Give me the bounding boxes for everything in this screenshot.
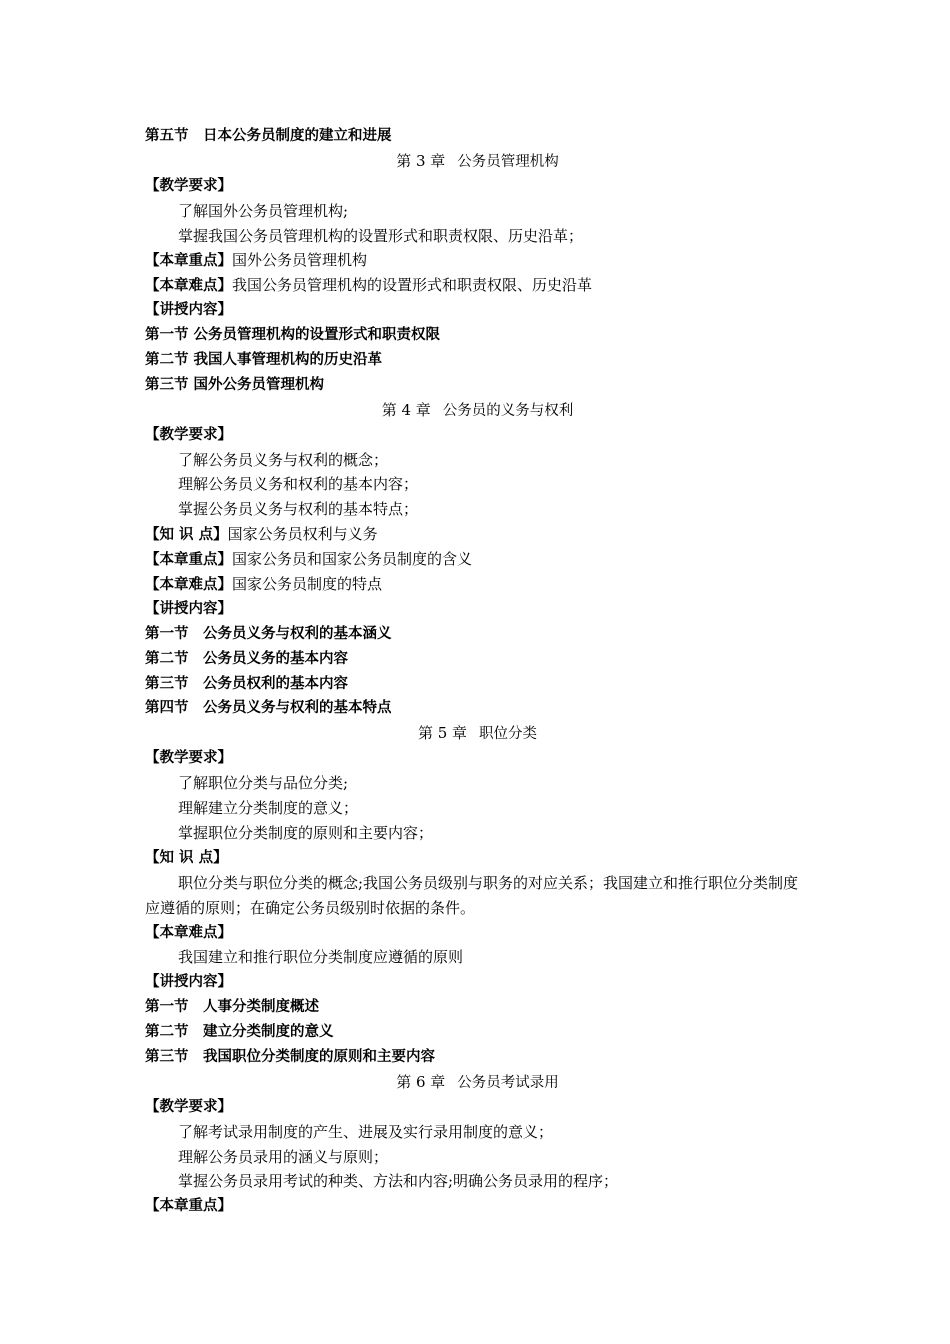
chapter-number: 第 5 章: [417, 724, 468, 743]
line-text: 国外公务员管理机构: [232, 251, 368, 270]
indented-line: 理解建立分类制度的意义；: [178, 799, 359, 818]
line-text: 国家公务员和国家公务员制度的含义: [232, 550, 473, 569]
bold-line: 【讲授内容】: [145, 600, 232, 617]
labeled-line: [145, 547, 810, 572]
labeled-line: [145, 273, 810, 298]
bold-line: 第三节 我国职位分类制度的原则和主要内容: [145, 1048, 435, 1065]
line-label: 【本章难点】: [145, 577, 232, 594]
labeled-line: [145, 248, 810, 273]
line-label: 【本章重点】: [145, 253, 232, 270]
bold-line: 第四节 公务员义务与权利的基本特点: [145, 700, 392, 717]
line-text: 国家公务员权利与义务: [227, 525, 378, 544]
document-page: [145, 124, 810, 1219]
indented-line: 掌握公务员义务与权利的基本特点；: [178, 500, 419, 519]
bold-line: 第一节 公务员管理机构的设置形式和职责权限: [145, 327, 441, 344]
bold-line: 【教学要求】: [145, 1098, 232, 1115]
indented-line: 掌握职位分类制度的原则和主要内容；: [178, 823, 434, 842]
chapter-number: 第 3 章: [396, 151, 446, 170]
indented-line: 了解公务员义务与权利的概念；: [178, 450, 389, 469]
paragraph: 职位分类与职位分类的概念;我国公务员级别与职务的对应关系；我国建立和推行职位分类制度应遵循的原则；在确定公务员级别时依据的条件。: [145, 873, 799, 917]
labeled-line: [145, 522, 810, 547]
labeled-line: [145, 572, 810, 597]
indented-line: 了解国外公务员管理机构;: [178, 201, 349, 220]
indented-line: 我国建立和推行职位分类制度应遵循的原则: [178, 948, 464, 967]
bold-line: 第二节 公务员义务的基本内容: [145, 650, 348, 667]
bold-line: 第一节 人事分类制度概述: [145, 999, 319, 1016]
indented-line: 掌握公务员录用考试的种类、方法和内容;明确公务员录用的程序；: [178, 1172, 619, 1191]
chapter-heading: [145, 721, 810, 746]
bold-line: 【教学要求】: [145, 750, 232, 767]
bold-line: 第二节 建立分类制度的意义: [145, 1024, 334, 1041]
line-label: 【知 识 点】: [145, 527, 228, 544]
bold-line: 【教学要求】: [145, 426, 232, 443]
indented-line: 理解公务员录用的涵义与原则；: [178, 1147, 389, 1166]
chapter-number: 第 6 章: [396, 1072, 446, 1091]
indented-line: 了解考试录用制度的产生、进展及实行录用制度的意义；: [178, 1122, 554, 1141]
line-text: 我国公务员管理机构的设置形式和职责权限、历史沿革: [232, 276, 593, 295]
bold-line: 【知 识 点】: [145, 849, 228, 866]
bold-line: 第五节 日本公务员制度的建立和进展: [145, 128, 392, 144]
bold-line: 【讲授内容】: [145, 302, 232, 319]
bold-line: 第三节 国外公务员管理机构: [145, 376, 325, 393]
chapter-title: 公务员的义务与权利: [442, 402, 574, 419]
bold-line: 第三节 公务员权利的基本内容: [145, 675, 348, 692]
bold-line: 【本章难点】: [145, 924, 232, 941]
chapter-title: 公务员管理机构: [457, 153, 559, 170]
chapter-title: 公务员考试录用: [457, 1074, 559, 1091]
chapter-heading: [145, 398, 810, 423]
indented-line: 了解职位分类与品位分类;: [178, 774, 349, 793]
chapter-heading: [145, 1070, 810, 1095]
indented-line: 掌握我国公务员管理机构的设置形式和职责权限、历史沿革；: [178, 226, 584, 245]
line-text: 国家公务员制度的特点: [232, 575, 383, 594]
indented-line: 理解公务员义务和权利的基本内容；: [178, 475, 419, 494]
bold-line: 【本章重点】: [145, 1198, 232, 1215]
bold-line: 【讲授内容】: [145, 974, 232, 991]
line-label: 【本章重点】: [145, 552, 232, 569]
chapter-number: 第 4 章: [381, 400, 431, 419]
chapter-title: 职位分类: [479, 726, 538, 743]
chapter-heading: [145, 149, 810, 174]
bold-line: 【教学要求】: [145, 177, 232, 194]
line-label: 【本章难点】: [145, 278, 232, 295]
bold-line: 第一节 公务员义务与权利的基本涵义: [145, 625, 392, 642]
bold-line: 第二节 我国人事管理机构的历史沿革: [145, 352, 383, 369]
